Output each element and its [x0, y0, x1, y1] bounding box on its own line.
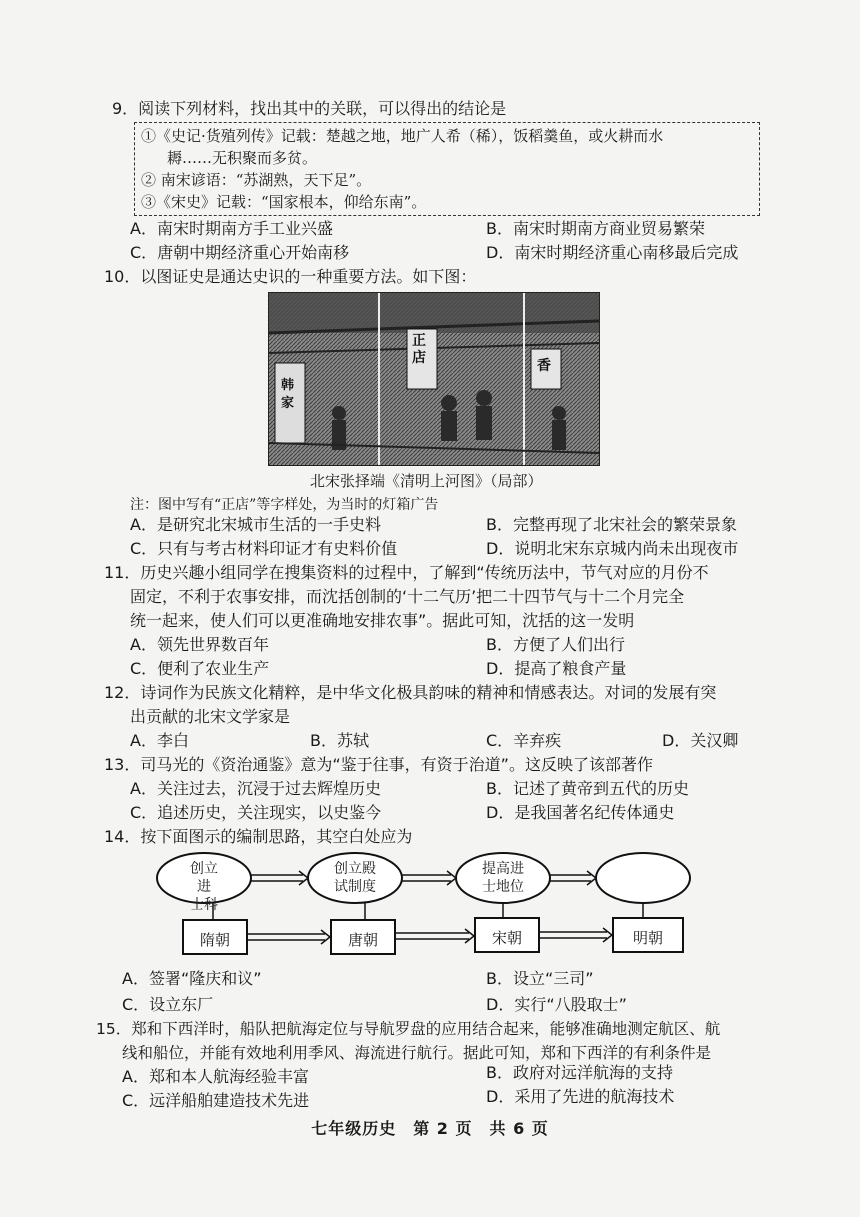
q9-stem: 9．阅读下列材料，找出其中的关联，可以得出的结论是 — [112, 99, 507, 118]
q15-option-c: C．远洋船舶建造技术先进 — [122, 1091, 310, 1110]
q13-option-b: B．记述了黄帝到五代的历史 — [486, 779, 689, 798]
sign-hanjia: 韩家 — [281, 378, 295, 411]
q11-option-a: A．领先世界数百年 — [130, 635, 269, 654]
q11-option-d: D．提高了粮食产量 — [486, 659, 627, 678]
q12-option-d: D．关汉卿 — [662, 731, 739, 750]
q11-stem-line: 固定，不利于农事安排，而沈括创制的‘十二气历’把二十四节气与十二个月完全 — [130, 587, 685, 606]
q9-material-line: ①《史记·货殖列传》记载：楚越之地，地广人希（稀），饭稻羹鱼，或火耕而水 — [141, 127, 664, 145]
dynasty-label: 明朝 — [632, 929, 663, 947]
q12-stem-line: 12．诗词作为民族文化精粹，是中华文化极具韵味的精神和情感表达。对词的发展有突 — [104, 683, 717, 702]
q12-option-b: B．苏轼 — [310, 731, 369, 750]
q15-option-d: D．采用了先进的航海技术 — [486, 1087, 675, 1106]
oval-text-line: 士科 — [190, 897, 218, 913]
oval-text-line: 士地位 — [482, 879, 524, 895]
q11-stem-line: 统一起来，使人们可以更准确地安排农事”。据此可知，沈括的这一发明 — [130, 611, 635, 630]
oval-text — [330, 860, 380, 896]
figure-note: 注：图中写有“正店”等字样处，为当时的灯箱广告 — [130, 497, 439, 513]
oval-text-line: 提高进 — [482, 861, 524, 877]
q9-material-line: 耨……无积聚而多贫。 — [167, 149, 318, 167]
oval-text-line: 试制度 — [334, 879, 376, 895]
q9-option-a: A．南宋时期南方手工业兴盛 — [130, 219, 333, 238]
q10-option-b: B．完整再现了北宋社会的繁荣景象 — [486, 515, 737, 534]
oval-text-line: 创立殿 — [334, 861, 376, 877]
q12-option-c: C．辛弃疾 — [486, 731, 562, 750]
q12-option-a: A．李白 — [130, 731, 189, 750]
q14-option-c: C．设立东厂 — [122, 995, 214, 1014]
sign-xiang: 香 — [537, 358, 551, 374]
figure-caption: 北宋张择端《清明上河图》（局部） — [310, 472, 543, 490]
dynasty-label: 唐朝 — [347, 931, 378, 949]
dynasty-label: 宋朝 — [491, 929, 522, 947]
q9-option-b: B．南宋时期南方商业贸易繁荣 — [486, 219, 705, 238]
painting-illustration — [269, 293, 599, 465]
q14-stem: 14．按下面图示的编制思路，其空白处应为 — [104, 827, 413, 846]
q15-stem-line: 线和船位，并能有效地利用季风、海流进行航行。据此可知，郑和下西洋的有利条件是 — [122, 1044, 712, 1062]
q9-material-line: ② 南宋谚语：“苏湖熟，天下足”。 — [141, 171, 372, 189]
page-footer: 七年级历史 第 2 页 共 6 页 — [311, 1119, 549, 1138]
q15-option-a: A．郑和本人航海经验丰富 — [122, 1067, 309, 1086]
oval-blank — [596, 853, 690, 903]
q10-option-d: D．说明北宋东京城内尚未出现夜市 — [486, 539, 739, 558]
q13-option-d: D．是我国著名纪传体通史 — [486, 803, 675, 822]
q12-stem-line: 出贡献的北宋文学家是 — [130, 707, 291, 726]
oval-text-line: 创立进 — [190, 861, 218, 895]
q9-material-box — [134, 122, 760, 216]
q13-stem: 13．司马光的《资治通鉴》意为“鉴于往事，有资于治道”。这反映了该部著作 — [104, 755, 653, 774]
q13-option-a: A．关注过去，沉浸于过去辉煌历史 — [130, 779, 381, 798]
box-arrows — [247, 928, 612, 944]
q14-option-b: B．设立“三司” — [486, 969, 594, 988]
q9-material-line: ③《宋史》记载：“国家根本，仰给东南”。 — [141, 193, 427, 211]
q10-option-a: A．是研究北宋城市生活的一手史料 — [130, 515, 381, 534]
oval-text — [184, 860, 224, 914]
sign-zhengdian: 正店 — [412, 333, 426, 366]
q10-stem: 10．以图证史是通达史识的一种重要方法。如下图： — [104, 267, 477, 286]
q11-option-c: C．便利了农业生产 — [130, 659, 270, 678]
q15-stem-line: 15．郑和下西洋时，船队把航海定位与导航罗盘的应用结合起来，能够准确地测定航区、航 — [96, 1020, 721, 1038]
q14-option-d: D．实行“八股取士” — [486, 995, 627, 1014]
oval-text — [478, 860, 528, 896]
q9-option-c: C．唐朝中期经济重心开始南移 — [130, 243, 350, 262]
dynasty-label: 隋朝 — [199, 931, 230, 949]
q10-option-c: C．只有与考古材料印证才有史料价值 — [130, 539, 398, 558]
qingming-painting-image — [268, 292, 600, 466]
q15-option-b: B．政府对远洋航海的支持 — [486, 1063, 673, 1082]
q14-option-a: A．签署“隆庆和议” — [122, 969, 262, 988]
q11-stem-line: 11．历史兴趣小组同学在搜集资料的过程中，了解到“传统历法中，节气对应的月份不 — [104, 563, 709, 582]
q13-option-c: C．追述历史，关注现实，以史鉴今 — [130, 803, 382, 822]
q9-option-d: D．南宋时期经济重心南移最后完成 — [486, 243, 739, 262]
q11-option-b: B．方便了人们出行 — [486, 635, 625, 654]
